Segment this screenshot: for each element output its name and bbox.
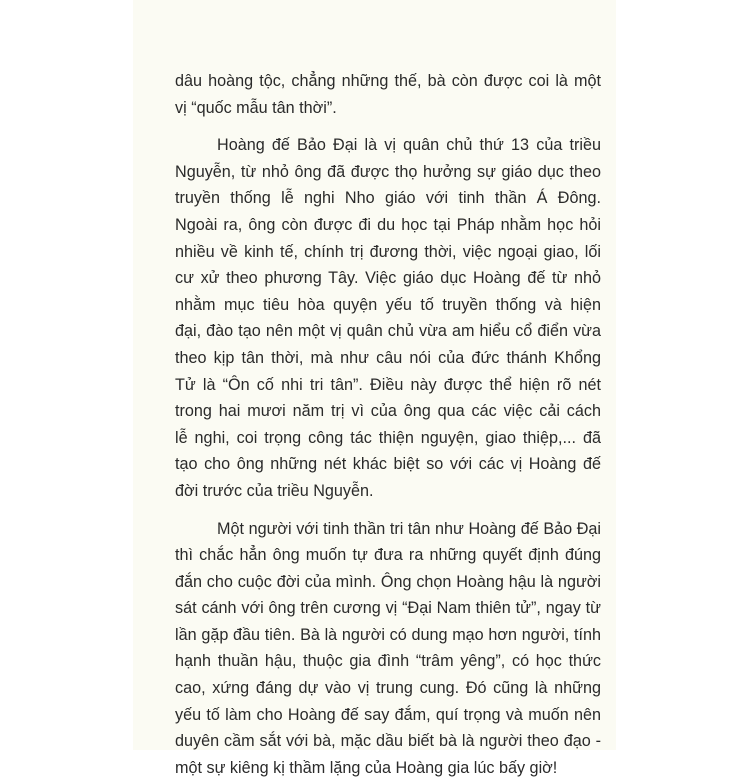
text-line: trong hai mươi năm trị vì của ông qua các việc cải cách bbox=[175, 398, 601, 425]
text-line: Hoàng đế Bảo Đại là vị quân chủ thứ 13 của triều bbox=[175, 132, 601, 159]
text-line: vị “quốc mẫu tân thời”. bbox=[175, 95, 601, 122]
text-line: Nguyễn, từ nhỏ ông đã được thọ hưởng sự giáo dục theo bbox=[175, 159, 601, 186]
book-page bbox=[133, 0, 616, 750]
paragraph-3 bbox=[175, 516, 601, 781]
text-line: sát cánh với ông trên cương vị “Đại Nam thiên tử”, ngay từ bbox=[175, 595, 601, 622]
text-line: tạo cho ông những nét khác biệt so với các vị Hoàng đế bbox=[175, 451, 601, 478]
text-line: cao, xứng đáng dự vào vị trung cung. Đó cũng là những bbox=[175, 675, 601, 702]
text-line: thì chắc hẳn ông muốn tự đưa ra những quyết định đúng bbox=[175, 542, 601, 569]
paragraph-1 bbox=[175, 68, 601, 121]
text-line: lễ nghi, coi trọng công tác thiện nguyện, giao thiệp,... đã bbox=[175, 425, 601, 452]
text-line: đời trước của triều Nguyễn. bbox=[175, 478, 601, 505]
paragraph-2 bbox=[175, 132, 601, 504]
text-line: dâu hoàng tộc, chẳng những thế, bà còn được coi là một bbox=[175, 68, 601, 95]
text-line: hạnh thuần hậu, thuộc gia đình “trâm yêng”, có học thức bbox=[175, 648, 601, 675]
page-text bbox=[175, 68, 601, 781]
text-line: duyên cầm sắt với bà, mặc dầu biết bà là người theo đạo - bbox=[175, 728, 601, 755]
text-line: một sự kiêng kị thầm lặng của Hoàng gia lúc bấy giờ! bbox=[175, 755, 601, 781]
text-line: Tử là “Ôn cố nhi tri tân”. Điều này được thể hiện rõ nét bbox=[175, 372, 601, 399]
text-line: lần gặp đầu tiên. Bà là người có dung mạo hơn người, tính bbox=[175, 622, 601, 649]
text-line: Một người với tinh thần tri tân như Hoàng đế Bảo Đại bbox=[175, 516, 601, 543]
text-line: Ngoài ra, ông còn được đi du học tại Pháp nhằm học hỏi bbox=[175, 212, 601, 239]
text-line: đại, đào tạo nên một vị quân chủ vừa am hiểu cổ điển vừa bbox=[175, 318, 601, 345]
text-line: nhằm mục tiêu hòa quyện yếu tố truyền thống và hiện bbox=[175, 292, 601, 319]
text-line: nhiều về kinh tế, chính trị đương thời, việc ngoại giao, lối bbox=[175, 239, 601, 266]
text-line: đắn cho cuộc đời của mình. Ông chọn Hoàng hậu là người bbox=[175, 569, 601, 596]
text-line: yếu tố làm cho Hoàng đế say đắm, quí trọng và muốn nên bbox=[175, 702, 601, 729]
text-line: theo kịp tân thời, mà như câu nói của đức thánh Khổng bbox=[175, 345, 601, 372]
text-line: cư xử theo phương Tây. Việc giáo dục Hoàng đế từ nhỏ bbox=[175, 265, 601, 292]
text-line: truyền thống lễ nghi Nho giáo với tinh thần Á Đông. bbox=[175, 185, 601, 212]
